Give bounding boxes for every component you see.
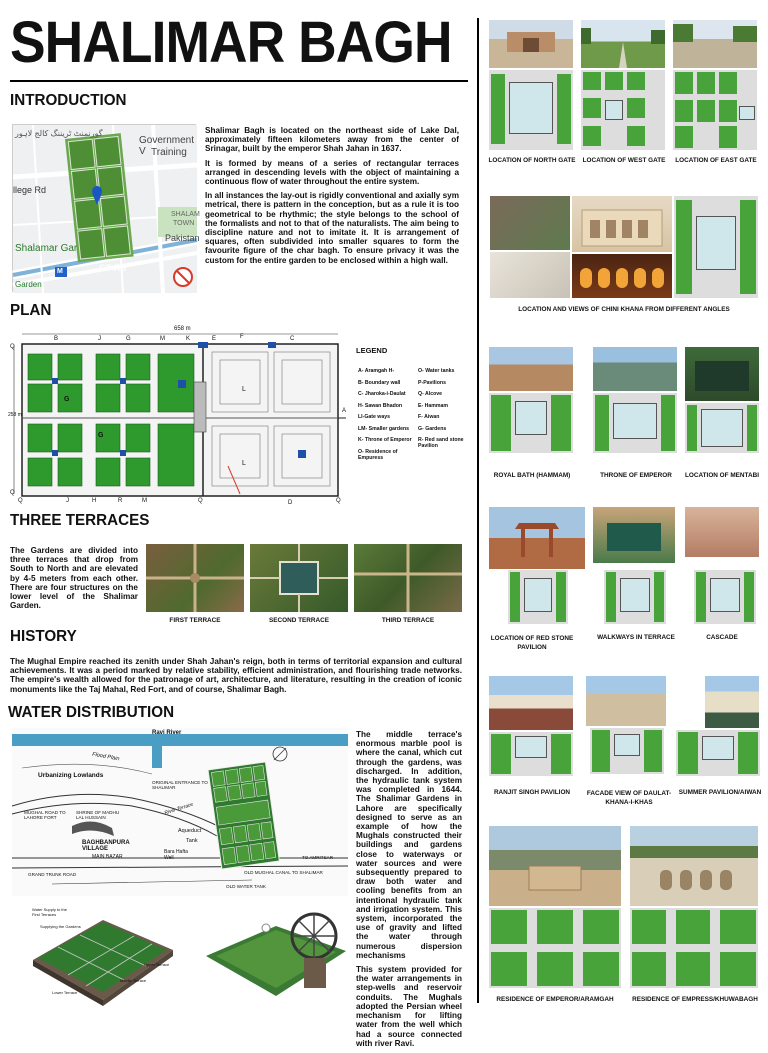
royal-bath-caption: ROYAL BATH (HAMMAM) [493, 472, 571, 479]
west-gate-photo[interactable] [581, 20, 665, 68]
map-label-college-rd: llege Rd [13, 185, 47, 195]
legend-right-column [418, 368, 470, 455]
site-plan[interactable] [8, 322, 348, 508]
plan-letter-left: Q [10, 490, 15, 496]
north-gate-caption: LOCATION OF NORTH GATE [488, 157, 576, 164]
plan-letter-bottom: D [288, 500, 293, 506]
map-label-shalam: SHALAM [171, 211, 200, 218]
iso-label: Upper Terrace [144, 962, 170, 967]
chini-khana-night-graphic [572, 254, 672, 298]
legend-left-column [358, 368, 416, 466]
metro-icon: M [57, 268, 63, 275]
legend-item: C- Jharoka-i-Daulat [358, 391, 406, 397]
walkways-graphic [593, 507, 675, 563]
page-title: SHALIMAR BAGH [10, 10, 452, 75]
map-label-pakistan: Pakistan [165, 233, 200, 243]
plan-letter-top: M [160, 336, 165, 342]
emperor-residence-caption: RESIDENCE OF EMPEROR/ARAMGAH [496, 996, 614, 1003]
plan-letter-bottom: Q [18, 498, 23, 504]
legend-item: R- Red sand stone Pavilion [418, 437, 464, 449]
plan-letter-bottom: Q [198, 498, 203, 504]
legend-item: O- Water tanks [418, 368, 455, 374]
plan-letter-top: G [126, 336, 131, 342]
water-map-bara-hafta: Bara Hafta Well [164, 849, 188, 861]
water-paragraph-2 [356, 965, 462, 1048]
legend-item: LM- Smaller gardens [358, 425, 410, 432]
water-map-river-terrace: River Terrace [163, 801, 195, 817]
water-distribution-map[interactable] [12, 728, 348, 896]
plan-letter-right: A [342, 408, 347, 414]
daulat-khana-plan[interactable] [590, 728, 664, 774]
summer-pavilion-plan[interactable] [676, 730, 760, 776]
plan-letter-left: G [64, 396, 70, 403]
legend-item: E- Hammam [418, 402, 448, 409]
red-stone-pavilion-photo[interactable] [489, 507, 585, 569]
first-terrace-graphic [146, 544, 244, 612]
map-label-shalamar: Shalamar Gar [15, 243, 78, 254]
red-stone-pavilion-graphic [489, 507, 585, 569]
ranjit-singh-caption: RANJIT SINGH PAVILION [493, 789, 571, 796]
persian-wheel-graphic [196, 906, 348, 1002]
water-paragraph-1 [356, 730, 462, 960]
isometric-terrace-model[interactable] [28, 900, 178, 1004]
chini-khana-photo-2[interactable] [490, 252, 570, 298]
plan-letter-top: F [240, 334, 244, 340]
water-text [356, 730, 462, 1053]
chini-khana-photo-3[interactable] [572, 196, 672, 252]
water-map-tank: Tank [186, 838, 198, 844]
chini-khana-photo-4[interactable] [572, 254, 672, 298]
legend-item: P-Pavilions [418, 379, 446, 386]
cascade-photo[interactable] [685, 507, 759, 557]
empress-residence-caption: RESIDENCE OF EMPRESS/KHUWABAGH [632, 996, 758, 1003]
legend-item: B- Boundary wall [358, 379, 401, 386]
section-heading-plan: PLAN [10, 302, 52, 319]
cascade-plan[interactable] [694, 570, 756, 624]
water-map-old-tank: OLD WATER TANK [226, 884, 266, 889]
royal-bath-photo[interactable] [489, 347, 573, 391]
plan-letter-bottom: M [142, 498, 147, 504]
history-text: The Mughal Empire reached its zenith under Shah Jahan's reign, both in terms of territorial expansion and cultural achievements. It was a period marked by relative stability, efficient administration, and flourishing trade networks. The empire's wealth allowed for the patronage of art, architecture, and literature, resulting in the creation of iconic monuments like the Taj Mahal, Red Fort, and of course, Shalimar Bagh. [10, 657, 462, 694]
section-heading-water: WATER DISTRIBUTION [8, 704, 175, 721]
map-label-government: Government V [139, 135, 195, 157]
legend-item: O- Residence of Empuress [358, 448, 398, 461]
water-paragraph-1-part-b: benefits from an intentional hydraulic tank and irrigation system. This system, incorporated the use of gravity and lifted the water through numerous dispersion mechanisms [356, 886, 462, 960]
empress-residence-graphic [630, 826, 758, 906]
plan-letter-bottom: Q [336, 498, 341, 504]
legend-item: K- Throne of Emperor [358, 437, 412, 443]
plan-letter-top: E [212, 336, 217, 342]
daulat-khana-caption: FACADE VIEW OF DAULAT-KHANA-I-KHAS [586, 790, 672, 806]
site-plan-graphic [8, 322, 348, 508]
water-map-entrance: ORIGINAL ENTRANCE TO SHALIMAR [152, 780, 208, 790]
water-map-ravi: Ravi River [152, 730, 182, 736]
title-divider [10, 80, 468, 82]
water-map-amritsar: TO AMRITSAR [302, 855, 334, 860]
map-label-urdu: گورنمنٹ ٹریننگ کالج لاہور [15, 129, 103, 138]
red-stone-pavilion-caption: LOCATION OF RED STONE PAVILION [490, 635, 574, 651]
plan-letter-top: K [186, 336, 191, 342]
legend-item: A- Aramgah H- [358, 368, 395, 374]
cascade-caption: CASCADE [706, 634, 738, 641]
location-map[interactable] [12, 124, 200, 292]
plan-letter-right: L [242, 386, 246, 393]
plan-dimension-side: 258 m [8, 412, 22, 418]
iso-label: Lower Terrace [52, 990, 78, 995]
east-gate-plan[interactable] [673, 70, 757, 150]
emperor-residence-photo[interactable] [489, 826, 621, 906]
water-paragraph-1-part-a: The middle terrace's enormous marble pool is where the canal, which cut through the gardens, was discharged. In addition, the hydraulic tank system was completed in 1644. The Shalimar Gardens in Lahore are specifically designed to serve as an example of how the Mughals constructed their buildings and gardens close to waterways or water sources and were subsequently prepared to [356, 730, 462, 878]
ranjit-singh-plan[interactable] [489, 732, 573, 776]
intro-text [205, 126, 459, 270]
third-terrace-photo[interactable] [354, 544, 462, 612]
section-heading-history: HISTORY [10, 628, 77, 645]
legend-item: LI-Gate ways [358, 414, 391, 420]
map-label-gt-rd: GT Rd [99, 263, 126, 273]
chini-khana-facade-graphic [572, 196, 672, 252]
section-heading-terraces: THREE TERRACES [10, 512, 150, 529]
second-terrace-caption: SECOND TERRACE [268, 617, 329, 624]
empress-residence-plan[interactable] [630, 908, 758, 988]
first-terrace-caption: FIRST TERRACE [169, 617, 221, 624]
water-map-baghbanpura: BAGHBANPURA VILLAGE [82, 840, 130, 852]
third-terrace-caption: THIRD TERRACE [381, 617, 435, 624]
ranjit-singh-photo[interactable] [489, 676, 573, 730]
legend-item: G- Gardens [418, 425, 447, 432]
west-gate-caption: LOCATION OF WEST GATE [582, 157, 666, 164]
water-map-mughal-road: MUGHAL ROAD TO LAHORE FORT [24, 810, 66, 820]
plan-letter-top: C [290, 336, 295, 342]
plan-letter-left: G [98, 432, 104, 439]
iso-label: Supplying the Gardens [40, 924, 81, 929]
first-terrace-photo[interactable] [146, 544, 244, 612]
walkways-caption: WALKWAYS IN TERRACE [597, 634, 675, 641]
plan-letter-top: B [54, 336, 59, 342]
water-paragraph-2-part-a: This system provided for the water arrangements in step-wells and reservoir conduits. The Mughals adopted the Persian wheel mechanism for lifting water from the well which had a source [356, 965, 462, 1039]
second-terrace-graphic [250, 544, 348, 612]
legend-title: LEGEND [356, 346, 388, 355]
iso-label: Water Supply to the First Terraces [32, 907, 67, 917]
legend-item: Q- Alcove [418, 391, 443, 397]
summer-pavilion-photo[interactable] [705, 676, 759, 728]
second-terrace-photo[interactable] [250, 544, 348, 612]
plan-letter-top: J [98, 336, 101, 342]
terraces-text: The Gardens are divided into three terraces that drop from South to North and are elevated by 4-5 meters from each other. There are four structures on the lower level of the Shalimar Garden. [10, 546, 138, 611]
water-paragraph-1-highlight: draw both water and cooling [356, 877, 462, 896]
mentabi-caption: LOCATION OF MENTABI [685, 472, 759, 479]
plan-letter-left: Q [10, 344, 15, 350]
water-paragraph-2-highlight: connected with river Ravi. [356, 1029, 462, 1048]
section-heading-introduction: INTRODUCTION [10, 92, 127, 109]
map-label-training: Training [151, 147, 187, 158]
intro-paragraph-1: Shalimar Bagh is located on the northeast side of Lake Dal, approximately fifteen kilometers away from the center of Srinagar, built by the emperor Shah Jahan in 1637. [205, 126, 459, 154]
red-stone-pavilion-plan[interactable] [508, 570, 568, 624]
intro-paragraph-2: It is formed by means of a series of rectangular terraces arranged in descending levels with the object of maintaining a continuous flow of water throughout the entire system. [205, 158, 459, 187]
west-gate-plan[interactable] [581, 70, 665, 150]
persian-wheel-model[interactable] [196, 906, 348, 1002]
north-gate-photo[interactable] [489, 20, 573, 68]
iso-label: Middle Terrace [120, 978, 147, 983]
east-gate-photo[interactable] [673, 20, 757, 68]
legend-item: F- Aiwan [418, 414, 440, 420]
plan-letter-bottom: J [66, 498, 69, 504]
north-gate-graphic [489, 20, 573, 68]
throne-photo[interactable] [593, 347, 677, 391]
walkways-plan[interactable] [604, 570, 666, 624]
column-divider [477, 18, 479, 1003]
mentabi-photo[interactable] [685, 347, 759, 401]
water-map-shrine: SHRINE OF MADHU LAL HUSSAIN [76, 810, 120, 820]
throne-caption: THRONE OF EMPEROR [600, 472, 672, 479]
mentabi-plan[interactable] [685, 403, 759, 453]
west-gate-graphic [581, 20, 665, 68]
plan-dimension-top: 658 m [174, 326, 191, 332]
north-gate-plan[interactable] [489, 70, 573, 150]
daulat-khana-photo[interactable] [586, 676, 666, 726]
water-map-old-canal: OLD MUGHAL CANAL TO SHALIMAR [244, 870, 323, 875]
water-map-main-bazar: MAIN BAZAR [92, 854, 123, 860]
water-map-urban: Urbanizing Lowlands [38, 772, 104, 779]
plan-letter-right: L [242, 460, 246, 467]
map-label-town: TOWN [173, 220, 195, 227]
chini-khana-caption: LOCATION AND VIEWS OF CHINI KHANA FROM DIFFERENT ANGLES [518, 306, 730, 313]
plan-letter-bottom: R [118, 498, 123, 504]
summer-pavilion-caption: SUMMER PAVILION/AIWAN [678, 789, 762, 796]
chini-khana-photo-1[interactable] [490, 196, 570, 250]
throne-plan[interactable] [593, 393, 677, 453]
emperor-residence-plan[interactable] [489, 908, 621, 988]
map-label-garden: Garden [15, 280, 42, 289]
third-terrace-graphic [354, 544, 462, 612]
emperor-residence-graphic [489, 826, 621, 906]
legend-item: H- Sawan Bhadon [358, 402, 403, 409]
empress-residence-photo[interactable] [630, 826, 758, 906]
water-map-gt-road: GRAND TRUNK ROAD [28, 872, 77, 877]
intro-paragraph-3: In all instances the lay-out is rigidly conventional and axially sym metrical, there is pattern in the conception, but as a rule it is too geometrical to be rhythmic; the style belongs to the school of the formalists and not to that of the naturalists. The aim being to discipline nature and not to imitate it. It is arrangement of squares, often subdivided into smaller squares to form the favourite figure of the char bagh. To ensure privacy it was the custom for the entire garden to be enclosed within a high wall. [205, 191, 459, 265]
walkways-photo[interactable] [593, 507, 675, 563]
east-gate-caption: LOCATION OF EAST GATE [675, 157, 757, 164]
mentabi-graphic [685, 347, 759, 401]
water-map-flood: Flood Plain [91, 751, 120, 763]
chini-khana-plan[interactable] [674, 196, 758, 298]
royal-bath-plan[interactable] [489, 393, 573, 453]
water-map-aqueduct: Aqueduct [178, 828, 202, 834]
plan-letter-bottom: H [92, 498, 97, 504]
east-gate-graphic [673, 20, 757, 68]
